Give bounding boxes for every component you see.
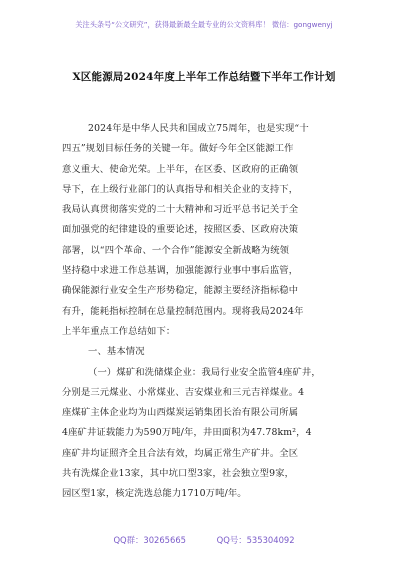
body-line: 共有洗煤企业13家，其中坑口型3家，社会独立型9家， <box>62 468 295 480</box>
document-body <box>62 119 358 505</box>
body-line: 2024年是中华人民共和国成立75周年，也是实现“十 <box>88 123 309 134</box>
body-line: 导下，在上级行业部门的认真指导和相关企业的支持下， <box>62 183 299 195</box>
body-line: 分别是三元煤业、小常煤业、吉安煤业和三元吉祥煤业。4 <box>62 386 305 398</box>
document-title: X区能源局2024年度上半年工作总结暨下半年工作计划 <box>72 71 336 83</box>
body-line: 上半年重点工作总结如下： <box>62 325 176 337</box>
body-line: 面加强党的纪律建设的重要论述，按照区委、区政府决策 <box>62 224 299 236</box>
body-line: 意义重大、使命光荣。上半年，在区委、区政府的正确领 <box>62 163 299 175</box>
footer <box>0 534 408 546</box>
body-line: 座煤矿主体企业均为山西煤炭运销集团长治有限公司所属 <box>62 407 299 419</box>
body-line: 确保能源行业安全生产形势稳定，能源主要经济指标稳中 <box>62 285 299 297</box>
body-line: 坚持稳中求进工作总基调，加强能源行业事中事后监管， <box>62 265 299 277</box>
footer-qq-number: QQ号：535304092 <box>216 535 295 545</box>
body-line: 部署，以“四个革命、一个合作”能源安全新战略为统领 <box>62 244 290 256</box>
body-line: 园区型1家，核定洗选总能力1710万吨/年。 <box>62 488 247 500</box>
body-line: 四五”规划目标任务的关键一年。做好今年全区能源工作 <box>62 143 294 155</box>
body-line: 座矿井均证照齐全且合法有效，均属正常生产矿井。全区 <box>62 447 299 459</box>
top-banner: 关注头条号“公文研究”，获得最新最全最专业的公文资料库！ 微信：gongwenyj <box>75 20 333 29</box>
footer-qq-group: QQ群：30265665 <box>113 535 186 545</box>
body-line: 有升，能耗指标控制在总量控制范围内。现将我局2024年 <box>62 305 304 317</box>
body-line: 4座矿井证载能力为590万吨/年，井田面积为47.78km²，4 <box>62 427 312 439</box>
body-line: （一）煤矿和洗储煤企业：我局行业安全监管4座矿井， <box>88 366 321 378</box>
body-line: 我局认真贯彻落实党的二十大精神和习近平总书记关于全 <box>62 204 299 216</box>
body-line: 一、基本情况 <box>88 346 145 358</box>
